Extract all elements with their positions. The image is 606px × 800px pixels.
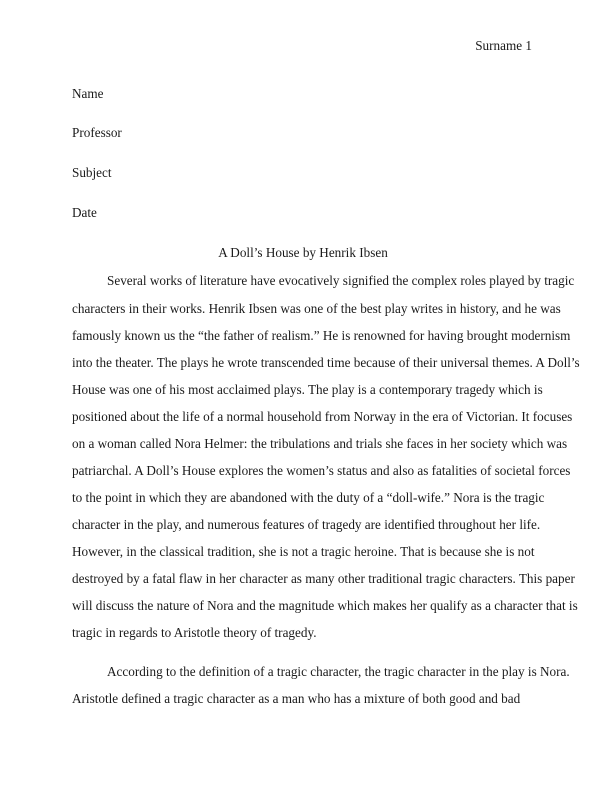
heading-subject: Subject (72, 165, 112, 180)
body-line: Aristotle defined a tragic character as a man who has a mixture of both good and bad (72, 691, 521, 706)
body-line: characters in their works. Henrik Ibsen was one of the best play writes in history, and he was (72, 301, 561, 316)
body-line: will discuss the nature of Nora and the magnitude which makes her qualify as a character that is (72, 598, 578, 613)
body-line: tragic in regards to Aristotle theory of tragedy. (72, 625, 317, 640)
body-line: famously known us the “the father of realism.” He is renowned for having brought modernism (72, 328, 571, 343)
body-line: However, in the classical tradition, she is not a tragic heroine. That is because she is not (72, 544, 535, 559)
body-line: House was one of his most acclaimed plays. The play is a contemporary tragedy which is (72, 382, 543, 397)
body-line: patriarchal. A Doll’s House explores the women’s status and also as fatalities of societal forces (72, 463, 571, 478)
body-line: on a woman called Nora Helmer: the tribulations and trials she faces in her society which was (72, 436, 568, 451)
heading-name: Name (72, 86, 104, 101)
body-line: character in the play, and numerous features of tragedy are identified throughout her life. (72, 517, 541, 532)
body-line: positioned about the life of a normal household from Norway in the era of Victorian. It focuses (72, 409, 573, 424)
body-line: to the point in which they are abandoned with the duty of a “doll-wife.” Nora is the tragic (72, 490, 545, 505)
body-line: According to the definition of a tragic character, the tragic character in the play is Nora. (107, 664, 570, 679)
running-head: Surname 1 (475, 38, 532, 53)
heading-professor: Professor (72, 125, 122, 140)
heading-date: Date (72, 205, 97, 220)
body-line: Several works of literature have evocatively signified the complex roles played by tragic (107, 273, 575, 288)
body-line: destroyed by a fatal flaw in her character as many other traditional tragic characters. This paper (72, 571, 575, 586)
essay-title: A Doll’s House by Henrik Ibsen (218, 245, 388, 260)
body-line: into the theater. The plays he wrote transcended time because of their universal themes. A Doll’s (72, 355, 580, 370)
